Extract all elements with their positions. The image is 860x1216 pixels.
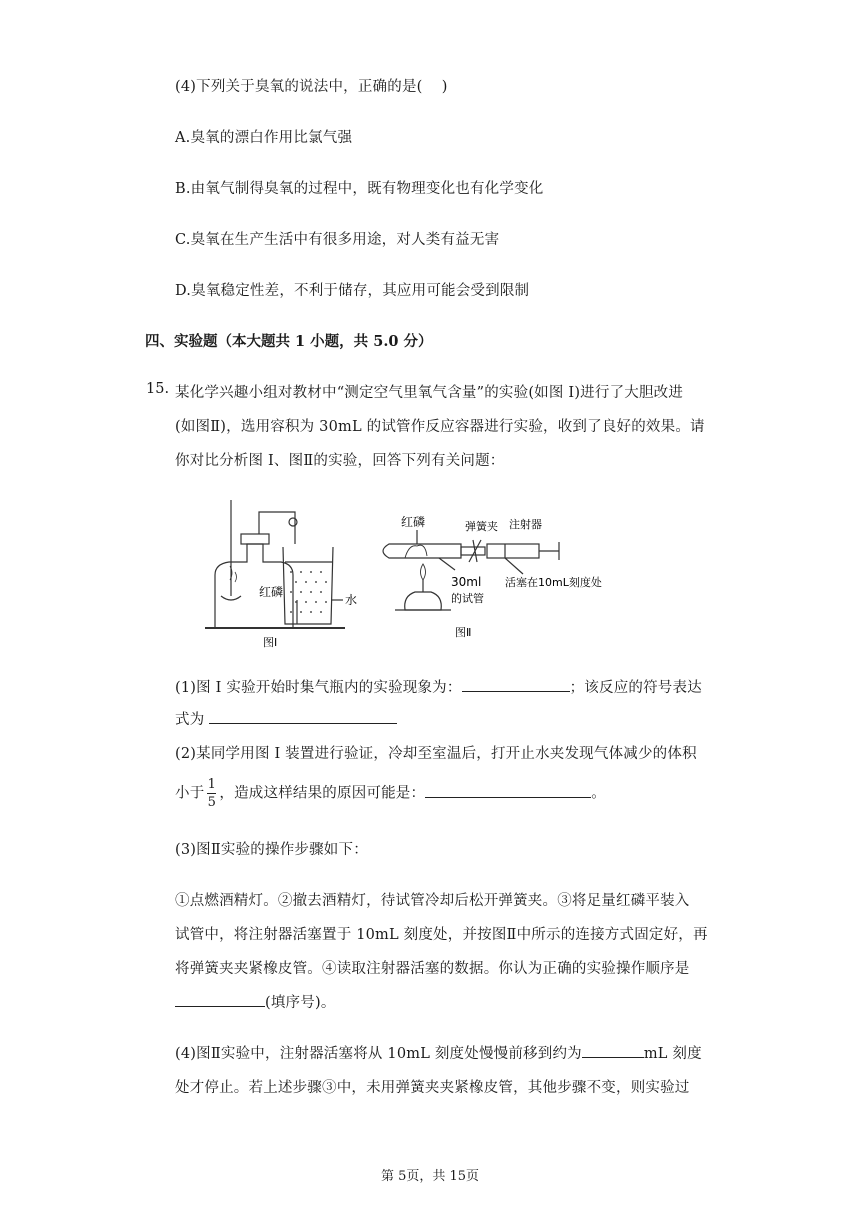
clamp bbox=[289, 518, 297, 526]
q14-4-option-d: D.臭氧稳定性差，不利于储存，其应用可能会受到限制 bbox=[175, 283, 530, 299]
fig2-caption: 图Ⅱ bbox=[455, 626, 472, 639]
q15-4-line bbox=[175, 1042, 702, 1063]
q15-3-step-line: 将弹簧夹夹紧橡皮管。④读取注射器活塞的数据。你认为正确的实验操作顺序是 bbox=[175, 961, 690, 977]
q15-3-step-line: ①点燃酒精灯。②撤去酒精灯，待试管冷却后松开弹簧夹。③将足量红磷平装入 bbox=[175, 893, 690, 909]
q15-3-text: (填序号)。 bbox=[265, 995, 336, 1011]
q15-4-text: mL 刻度 bbox=[643, 1046, 702, 1062]
q15-4-text: (4)图Ⅱ实验中，注射器活塞将从 10mL 刻度处慢慢前移到约为 bbox=[175, 1046, 582, 1062]
q15-1-line bbox=[175, 676, 702, 697]
q15-intro-line: 某化学兴趣小组对教材中“测定空气里氧气含量”的实验(如图 I)进行了大胆改进 bbox=[175, 385, 684, 401]
q15-intro-line: 你对比分析图 I、图Ⅱ的实验，回答下列有关问题： bbox=[175, 453, 505, 469]
lamp-flame bbox=[421, 564, 426, 580]
answer-blank[interactable] bbox=[462, 677, 570, 692]
q14-4-stem: (4)下列关于臭氧的说法中，正确的是( ) bbox=[175, 79, 448, 95]
experiment-figure bbox=[205, 500, 610, 650]
alcohol-lamp bbox=[405, 592, 442, 610]
q15-1-text: 式为 bbox=[175, 712, 210, 728]
tube-pointer bbox=[439, 558, 455, 570]
fig1-water-label: 水 bbox=[345, 593, 358, 607]
fraction-denominator: 5 bbox=[207, 795, 217, 810]
piston-pointer bbox=[505, 558, 523, 574]
stopper bbox=[241, 534, 269, 544]
fig2-syringe-label: 注射器 bbox=[509, 518, 542, 531]
q15-3-step-line: 试管中，将注射器活塞置于 10mL 刻度处，并按图Ⅱ中所示的连接方式固定好，再 bbox=[175, 927, 708, 943]
fraction-one-fifth bbox=[207, 778, 216, 809]
fraction-numerator: 1 bbox=[207, 777, 217, 792]
glass-tube bbox=[259, 512, 295, 544]
question-number: 15. bbox=[146, 381, 170, 397]
q15-2-line bbox=[175, 778, 606, 809]
phosphorus-pile bbox=[405, 545, 427, 558]
apparatus-diagram bbox=[205, 500, 610, 650]
fig1-phosphorus-label: 红磷 bbox=[259, 585, 284, 599]
q15-2-line: (2)某同学用图 I 装置进行验证，冷却至室温后，打开止水夹发现气体减少的体积 bbox=[175, 746, 697, 762]
q15-2-text: ，造成这样结果的原因可能是： bbox=[219, 785, 426, 802]
fig2-piston-label: 活塞在10mL刻度处 bbox=[505, 576, 602, 589]
section-heading: 四、实验题（本大题共 1 小题，共 5.0 分） bbox=[145, 333, 433, 350]
fig1-caption: 图Ⅰ bbox=[263, 636, 278, 649]
spring-clamp bbox=[469, 540, 481, 562]
q15-3-step-line bbox=[175, 991, 336, 1012]
q15-2-text: 。 bbox=[591, 785, 606, 802]
fig2-clamp-label: 弹簧夹 bbox=[465, 520, 498, 533]
fig2-tube-label: 30ml bbox=[451, 575, 482, 589]
fig2-phosphorus-label: 红磷 bbox=[401, 515, 426, 529]
q15-1-line bbox=[175, 708, 397, 729]
syringe-barrel bbox=[487, 544, 539, 558]
q15-intro-line: (如图Ⅱ)，选用容积为 30mL 的试管作反应容器进行实验，收到了良好的效果。请 bbox=[175, 419, 705, 435]
q15-2-text: 小于 bbox=[175, 785, 205, 802]
answer-blank[interactable] bbox=[425, 783, 591, 798]
answer-blank[interactable] bbox=[209, 709, 397, 724]
q15-3-stem: (3)图Ⅱ实验的操作步骤如下： bbox=[175, 842, 368, 858]
combustion-spoon bbox=[221, 534, 241, 600]
page-footer: 第 5页，共 15页 bbox=[380, 1169, 480, 1184]
q15-1-text: (1)图 I 实验开始时集气瓶内的实验现象为： bbox=[175, 680, 462, 696]
q14-4-option-c: C.臭氧在生产生活中有很多用途，对人类有益无害 bbox=[175, 232, 500, 248]
q15-4-line: 处才停止。若上述步骤③中，未用弹簧夹夹紧橡皮管，其他步骤不变，则实验过 bbox=[175, 1080, 690, 1096]
answer-blank[interactable] bbox=[175, 992, 265, 1007]
test-tube bbox=[383, 544, 461, 558]
q15-1-text: ；该反应的符号表达 bbox=[569, 680, 702, 696]
q14-4-option-a: A.臭氧的漂白作用比氯气强 bbox=[175, 130, 353, 146]
answer-blank[interactable] bbox=[582, 1043, 644, 1058]
fig2-tube-label: 的试管 bbox=[451, 592, 484, 605]
q14-4-option-b: B.由氧气制得臭氧的过程中，既有物理变化也有化学变化 bbox=[175, 181, 544, 197]
